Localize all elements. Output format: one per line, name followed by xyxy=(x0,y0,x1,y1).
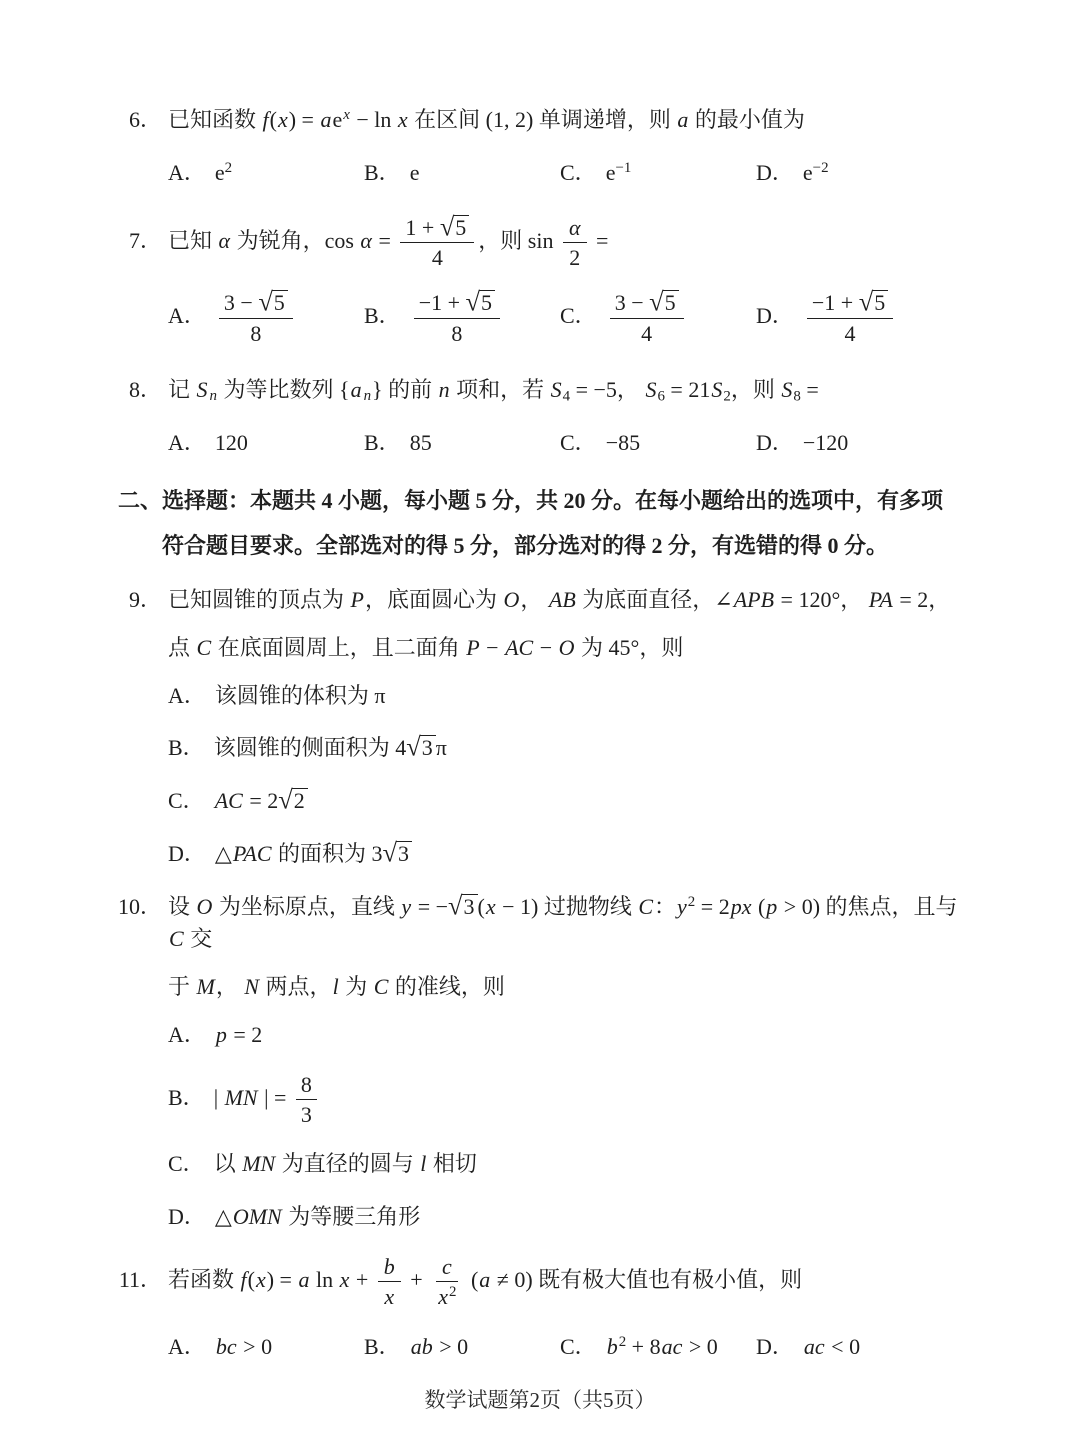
math-variable: y xyxy=(401,894,412,920)
question-stem-line: 于 M， N 两点，l 为 C 的准线，则 xyxy=(168,973,505,999)
fraction-denominator: 4 xyxy=(431,245,443,271)
question-6-option-D xyxy=(756,156,962,187)
math-variable: x xyxy=(397,107,408,132)
math-variable: S xyxy=(781,377,793,403)
square-root: √2 xyxy=(278,785,307,817)
radicand: 5 xyxy=(453,215,469,240)
option-content xyxy=(215,286,297,346)
question-number: 6． xyxy=(128,107,162,132)
math-variable: x xyxy=(339,1266,350,1292)
fraction-numerator: −1 + √5 xyxy=(414,290,500,318)
section-2-header xyxy=(118,485,962,562)
math-variable: a xyxy=(350,377,362,403)
fraction-numerator xyxy=(378,1254,401,1282)
square-root: √5 xyxy=(859,290,888,315)
question-stem-line: 7． 已知 α 为锐角，cos α = $\frac{1 + √5}{4}$ ，则 sin $\frac{\alpha}{2}$ = xyxy=(118,215,962,271)
fraction xyxy=(807,286,893,346)
question-8-option-B xyxy=(364,426,560,457)
math-variable: N xyxy=(244,973,260,999)
option-content: −120 xyxy=(802,429,849,455)
math-variable: S xyxy=(196,377,208,403)
question-10-options xyxy=(118,1019,962,1233)
option-content: AC = 2√2 xyxy=(214,788,308,813)
math-variable: O xyxy=(196,894,213,920)
option-content: ab > 0 xyxy=(410,1333,469,1359)
question-9-option-B xyxy=(118,732,962,764)
question-10-option-C xyxy=(118,1148,962,1180)
question-stem-line: 点 C 在底面圆周上，且二面角 P − AC − O 为 45°，则 xyxy=(168,634,684,660)
subscript: 8 xyxy=(793,388,801,405)
question-8-option-D xyxy=(756,426,962,457)
option-label: B． xyxy=(364,1333,401,1359)
fraction xyxy=(610,286,684,346)
question-9-option-C xyxy=(118,785,962,817)
superscript: −1 xyxy=(615,160,632,177)
option-label: C． xyxy=(560,159,597,185)
option-label: A． xyxy=(168,429,206,455)
radicand: 3 xyxy=(420,735,436,760)
question-number: 7． xyxy=(128,227,162,253)
question-9-options xyxy=(118,680,962,871)
fraction-denominator: 8 xyxy=(250,320,262,346)
math-variable: PAC xyxy=(232,841,272,867)
option-content: 以 MN 为直径的圆与 l 相切 xyxy=(213,1151,477,1177)
question-11-option-B xyxy=(364,1330,560,1361)
question-7-option-D xyxy=(756,286,962,346)
math-variable: AC xyxy=(214,788,243,814)
option-label: D． xyxy=(756,159,794,185)
option-content: $b^2 + 8ac > 0$ xyxy=(606,1333,718,1359)
math-variable: x xyxy=(343,107,350,124)
question-8-options xyxy=(118,426,962,457)
option-content: △OMN 为等腰三角形 xyxy=(214,1204,421,1230)
radicand: 5 xyxy=(872,290,888,315)
superscript xyxy=(342,107,351,123)
option-content: 85 xyxy=(409,429,432,455)
option-label: C． xyxy=(560,1333,597,1359)
question-7 xyxy=(118,211,962,346)
math-variable: x xyxy=(485,894,496,920)
math-variable: x xyxy=(438,1284,448,1310)
option-content: 该圆锥的体积为 π xyxy=(214,682,386,708)
fraction-numerator: 3 − √5 xyxy=(610,290,684,318)
square-root: √5 xyxy=(440,215,469,240)
square-root: √5 xyxy=(466,290,495,315)
math-variable: a xyxy=(479,1266,491,1292)
option-label: C． xyxy=(560,303,597,329)
math-variable: MN xyxy=(242,1151,276,1177)
math-variable: AB xyxy=(548,586,576,612)
question-stem-line: 10． 设 O 为坐标原点，直线 y = −√3 (x − 1) 过抛物线 C：$y^2 = 2px$ (p > 0) 的焦点，且与 C 交 xyxy=(118,890,958,951)
question-8-option-A xyxy=(168,426,364,457)
question-10-option-D xyxy=(118,1201,962,1233)
fraction xyxy=(432,1254,461,1310)
question-6-option-B xyxy=(364,156,560,187)
math-variable: MN xyxy=(224,1084,258,1110)
exam-content xyxy=(118,104,962,1361)
question-number: 8． xyxy=(128,377,162,403)
superscript: 2 xyxy=(224,160,233,177)
math-variable: C xyxy=(196,634,212,660)
math-variable: C xyxy=(373,973,389,999)
fraction-denominator xyxy=(378,1282,400,1309)
question-number: 11． xyxy=(118,1266,162,1292)
fraction xyxy=(219,286,293,346)
option-content: △PAC 的面积为 3√3 xyxy=(215,841,412,866)
math-variable: PA xyxy=(868,586,893,612)
option-label: A． xyxy=(168,1333,206,1359)
question-6-option-A xyxy=(168,156,364,187)
radicand: 5 xyxy=(663,290,679,315)
math-variable: f xyxy=(240,1266,247,1292)
question-11-option-C xyxy=(560,1330,756,1361)
math-variable: x xyxy=(255,1266,266,1292)
math-variable: α xyxy=(568,214,581,240)
math-variable: M xyxy=(196,973,215,999)
question-7-options xyxy=(118,286,962,346)
option-content: $e^2$ xyxy=(214,159,233,185)
fraction-denominator xyxy=(432,1282,461,1309)
option-label: C． xyxy=(560,429,597,455)
math-variable: a xyxy=(320,107,332,132)
fraction xyxy=(400,211,474,271)
radicand: 3 xyxy=(396,841,412,866)
math-variable: ac xyxy=(803,1333,825,1359)
math-variable: C xyxy=(169,925,184,951)
radicand: 5 xyxy=(272,290,288,315)
fraction-numerator: 8 xyxy=(296,1072,317,1100)
option-label: B． xyxy=(168,735,205,761)
question-11-options xyxy=(118,1330,962,1361)
option-label: D． xyxy=(756,429,794,455)
question-6-option-C xyxy=(560,156,756,187)
question-stem-line: 11． 若函数 f(x) = a ln x + $\frac{b}{x}$ + $\frac{c}{x^2}$ (a ≠ 0) 既有极大值也有极小值，则 xyxy=(118,1254,803,1310)
math-variable: APB xyxy=(733,586,775,612)
question-11 xyxy=(118,1254,962,1361)
math-variable: p xyxy=(766,894,778,920)
question-stem-line: 6． 已知函数 $f(x) = ae^x - \ln x$ 在区间 (1, 2) 单调递增，则 a 的最小值为 xyxy=(118,104,962,136)
radicand: 5 xyxy=(479,290,495,315)
math-variable: x xyxy=(384,1284,395,1310)
question-9-option-A xyxy=(118,680,962,712)
math-variable: C xyxy=(638,894,654,920)
square-root: √5 xyxy=(258,290,287,315)
fraction-denominator: 4 xyxy=(641,320,653,346)
math-variable: S xyxy=(711,377,723,403)
question-6-options xyxy=(118,156,962,187)
question-6 xyxy=(118,104,962,187)
option-content: ac < 0 xyxy=(803,1333,861,1359)
superscript: 2 xyxy=(687,894,696,911)
question-7-option-B xyxy=(364,286,560,346)
math-variable: S xyxy=(645,377,657,403)
subscript: 4 xyxy=(562,388,571,405)
question-11-option-D xyxy=(756,1330,962,1361)
fraction-numerator: 1 + √5 xyxy=(400,215,474,243)
option-label: A． xyxy=(168,159,206,185)
math-variable: l xyxy=(332,973,339,999)
option-content: | MN | = $\frac{8}{3}$ xyxy=(214,1085,321,1110)
math-variable: c xyxy=(441,1254,452,1280)
subscript xyxy=(363,388,372,404)
option-content xyxy=(606,286,688,346)
section-header-line: 二、选择题：本题共 4 小题，每小题 5 分，共 20 分。在每小题给出的选项中，有多项 xyxy=(118,487,944,513)
option-content: 120 xyxy=(214,429,248,455)
footer-text: 数学试题第2页（共5页） xyxy=(424,1388,656,1412)
fraction-numerator: 3 − √5 xyxy=(219,290,293,318)
option-label: D． xyxy=(168,1204,206,1230)
option-content: bc > 0 xyxy=(215,1333,273,1359)
math-variable: O xyxy=(558,634,575,660)
option-content xyxy=(410,286,504,346)
option-content xyxy=(803,286,897,346)
math-variable: P xyxy=(466,634,480,660)
question-9 xyxy=(118,584,962,870)
math-variable: P xyxy=(350,586,364,612)
math-variable: a xyxy=(677,107,689,132)
math-variable: a xyxy=(298,1266,310,1292)
question-7-option-C xyxy=(560,286,756,346)
section-header-line: 符合题目要求。全部选对的得 5 分，部分选对的得 2 分，有选错的得 0 分。 xyxy=(162,532,889,558)
math-variable: n xyxy=(209,388,217,405)
math-variable: p xyxy=(215,1021,227,1047)
superscript: 2 xyxy=(618,1333,627,1350)
question-number: 9． xyxy=(128,586,162,612)
question-8-option-C xyxy=(560,426,756,457)
math-variable: f xyxy=(262,107,269,132)
math-variable: px xyxy=(730,894,752,920)
math-variable: α xyxy=(360,227,372,253)
option-content: 该圆锥的侧面积为 4√3 π xyxy=(214,735,447,760)
math-variable: OMN xyxy=(232,1204,282,1230)
radicand: 3 xyxy=(462,894,478,919)
question-9-option-D xyxy=(118,838,962,870)
math-variable: n xyxy=(363,388,372,405)
math-variable: α xyxy=(218,227,231,253)
superscript: 2 xyxy=(448,1284,457,1301)
option-content: p = 2 xyxy=(215,1021,263,1047)
question-8 xyxy=(118,374,962,457)
option-label: B． xyxy=(364,303,401,329)
option-label: C． xyxy=(168,1151,205,1177)
math-variable: O xyxy=(503,586,520,612)
fraction xyxy=(296,1072,317,1128)
square-root: √3 xyxy=(406,732,435,764)
question-10 xyxy=(118,891,962,1233)
subscript xyxy=(209,388,218,404)
option-label: B． xyxy=(364,429,401,455)
question-7-option-A xyxy=(168,286,364,346)
option-label: C． xyxy=(168,788,205,814)
page-footer xyxy=(0,1384,1080,1414)
option-content: $e^{-2}$ xyxy=(802,159,829,185)
question-stem-line: 8． 记 S $_n$ 为等比数列 {a $_n$} 的前 n 项和，若 $S_4 = -5$， $S_6 = 21S_2$，则 $S_8$ = xyxy=(118,374,962,406)
question-number: 10． xyxy=(118,894,163,920)
math-variable: x xyxy=(277,107,288,132)
option-label: A． xyxy=(168,1021,206,1047)
option-content: −85 xyxy=(605,429,641,455)
superscript: −2 xyxy=(812,160,829,177)
math-variable: ac xyxy=(661,1333,683,1359)
option-content: $e^{-1}$ xyxy=(605,159,632,185)
option-content: e xyxy=(409,159,420,185)
fraction xyxy=(563,215,587,271)
option-label: A． xyxy=(168,682,206,708)
fraction-numerator: −1 + √5 xyxy=(807,290,893,318)
math-variable: y xyxy=(677,894,687,920)
fraction-numerator xyxy=(436,1254,458,1282)
math-variable: ab xyxy=(410,1333,433,1359)
fraction-denominator: 8 xyxy=(451,320,463,346)
subscript: 2 xyxy=(723,388,731,405)
question-10-option-A xyxy=(118,1019,962,1051)
question-stem-line: 9． 已知圆锥的顶点为 P，底面圆心为 O， AB 为底面直径，∠APB = 120°， PA = 2， xyxy=(118,584,962,616)
math-variable: b xyxy=(606,1333,618,1359)
fraction-denominator: 3 xyxy=(300,1101,312,1127)
math-variable: n xyxy=(438,377,450,403)
option-label: B． xyxy=(168,1084,205,1110)
math-variable: l xyxy=(420,1151,427,1177)
question-10-option-B xyxy=(118,1072,962,1128)
option-label: A． xyxy=(168,303,206,329)
fraction xyxy=(414,286,500,346)
option-label: D． xyxy=(756,1333,794,1359)
math-variable: bc xyxy=(215,1333,237,1359)
square-root: √3 xyxy=(448,891,477,923)
math-variable: b xyxy=(383,1254,395,1280)
question-11-option-A xyxy=(168,1330,364,1361)
radicand: 2 xyxy=(292,788,308,813)
option-label: D． xyxy=(168,841,206,867)
square-root: √3 xyxy=(383,838,412,870)
square-root: √5 xyxy=(649,290,678,315)
math-variable: AC xyxy=(505,634,534,660)
option-label: D． xyxy=(756,303,794,329)
fraction xyxy=(378,1254,401,1310)
fraction-denominator: 2 xyxy=(569,245,581,271)
subscript: 6 xyxy=(657,388,665,405)
fraction-denominator: 4 xyxy=(844,320,856,346)
math-variable: S xyxy=(550,377,562,403)
fraction-numerator xyxy=(563,215,587,243)
option-label: B． xyxy=(364,159,401,185)
